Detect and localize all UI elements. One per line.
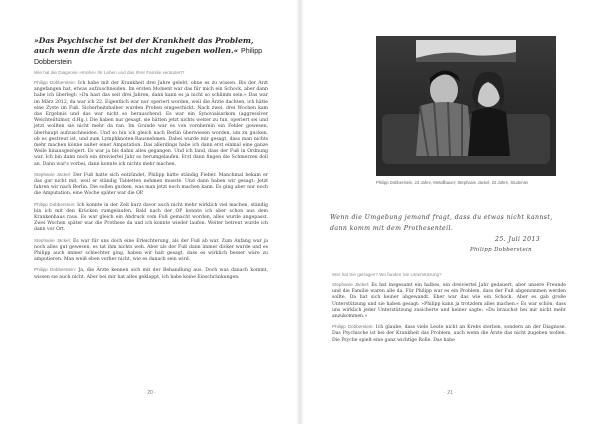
portrait-photo [376,36,556,176]
paragraph-text: Der Fuß hatte sich entzündet, Philipp hatte ständig Fieber. Manchmal bekam er das gar nicht mit, weil er ständig Tabletten nehmen musste. Und dann haben wir gesagt: Jetzt fahren wir nach Berlin. Die sollen gucken, was man jetzt noch machen kann. Es ging aber nur noch die Amputation, eine Woche später war die OP. [34,172,268,197]
paragraph [34,172,268,198]
paragraph-text: Ich glaube, dass viele Leute nicht an Krebs sterben, sondern an der Diagnose. Das Psychische ist bei der Krankheit das Problem, auch wenn die Ärzte das nicht zugeben wollen. Die Psyche spielt eine ganz wichtige Rolle. Das habe [332,325,566,343]
paragraph [34,267,268,280]
paragraph-text: Es war für uns doch eine Erleichterung, als der Fuß ab war. Zum Anfang war ja noch alles gut gewesen, es tat ihm nichts weh. Aber als der Fuß dann immer dicker wurde und es Philipp auch immer schlechter ging, haben wir halt gesagt, dass es wirklich besser wäre zu amputieren. Man weiß eben vorher nicht, wie es danach sein wird. [34,238,269,263]
photo-caption: Philipp Dobberstein, 23 Jahre, Metallbauer; Stephanie Jäckel, 22 Jahre, Studentin [376,180,529,185]
paragraph-text: Ja, die Ärzte kennen sich mit der Behandlung aus. Doch was danach kommt, wissen sie auch nicht. Aber bei mir hat alles geklappt, ich habe keine Einschränkungen. [34,268,268,280]
speaker-name: Philipp Dobberstein: [34,80,76,85]
paragraph [332,282,566,320]
paragraph-text: Ich konnte in der Zeit kurz davor auch nicht mehr wirklich viel machen, ständig bin ich mit den Krücken rumgelaufen. Bald nach der OP konnte ich aber schon aus dem Krankenhaus raus. Es war gleich ein Abdruck vom Fuß gemacht worden, alles wurde angepasst. Zwei Wochen später war die Prothese da und ich konnte wieder laufen. Weiter betreut wurde ich dann vor Ort. [34,202,268,233]
paragraph [34,238,268,264]
book-gutter [296,0,304,424]
paragraph [332,324,566,344]
page-number: · 21 · [444,390,456,396]
handwritten-note [330,212,570,256]
speaker-name: Stephanie Jäckel: [34,171,71,177]
interview-question: Wie hat die Diagnose »Krebs« Ihr Leben und das Ihrer Familie verändert? [34,70,185,75]
paragraph-text: Es hat insgesamt ein halbes, ein dreiviertel Jahr gedauert, aber unsere Freunde und die Familie waren alle da. Für Philipp war es ein Problem, dass der Fuß abgenommen werden sollte. Da hat sich keiner abgewandt. Eher war das wie ein Schock. Aber es gab große Unterstützung und sie haben gesagt: »Philipp kann ja trotzdem alles machen.« Es war schön, dass uns wirklich jeder Unterstützung zusicherte und keiner sagte: »Du brauchst bei mir nicht mehr anzukommen.« [332,283,566,320]
paragraph [34,202,268,234]
page-number: · 20 · [144,390,156,396]
handwritten-note-text: Wenn die Umgebung jemand fragt, dass du etwas nicht kannst, dann komm mit dem Prothesenteil. [330,214,553,232]
speaker-name: Philipp Dobberstein: [34,267,77,273]
pull-quote [34,36,268,69]
left-body [34,70,268,285]
interview-question: Wer hat Sie getragen? Wo fanden Sie Unterstützung? [332,272,442,277]
pull-quote-text: »Das Psychische ist bei der Krankheit das Problem, auch wenn die Ärzte das nicht zugeben wollen.« [34,36,254,56]
pull-quote-author: Philipp Dobberstein [34,48,263,67]
speaker-name: Philipp Dobberstein: [34,201,76,207]
portrait-photo-illustration [376,36,556,176]
right-body [332,272,566,348]
speaker-name: Stephanie Jäckel: [34,237,71,243]
paragraph [34,80,268,168]
paragraph-text: Ich habe mit der Krankheit drei Jahre gelebt, ohne es zu wissen. Bis der Arzt angefangen hat, etwas aufzuschneiden. Im ersten Moment war das für mich ein Schock, aber dann habe ich überlegt: »Du hast das seit drei Jahren, dann kann es ja nicht so schlimm sein.« Das war im März 2012, da war ich 22. Eigentlich war nur operiert worden, weil die Ärzte dachten, ich hätte eine Zyste im Fuß. Sicherheitshalber wurden Proben eingeschickt. Nach zwei, drei Wochen kam das Ergebnis und das war nicht so berauschend. Es war ein Synovialsarkom (aggressiver Weichteiltumor, d.Hg.). Die haben nur gesagt, sie hätten jetzt nichts weiter zu tun, operiert sei und jetzt wollten sie nicht mehr da ran. Im Grunde war es von vornherein ein Fehler gewesen, überhaupt aufzuschneiden. Und so bin ich gleich nach Berlin überwiesen worden, um zu gucken, ob es gestreut ist, und zum Lymphknoten-Rausnehmen. Dabei wurde mir gesagt, dass man nichts mehr machen könne außer einer Amputation. Das allerdings habe ich dann erst einmal eine ganze Weile hinausgezögert. Es war ja bis dahin alles gegangen. Und ich fand, dass der Fuß in Ordnung war. Ich bin dann noch ein dreiviertel Jahr so herumgelaufen. Erst dann fingen die Schmerzen doll an. Dann war's vorbei, dann konnte ich nichts mehr machen. [34,81,268,167]
handwritten-signature: Philipp Dobberstein [470,247,533,253]
handwritten-date: 25. Juli 2013 [495,236,541,243]
speaker-name: Philipp Dobberstein: [332,324,374,330]
speaker-name: Stephanie Jäckel: [332,282,369,287]
